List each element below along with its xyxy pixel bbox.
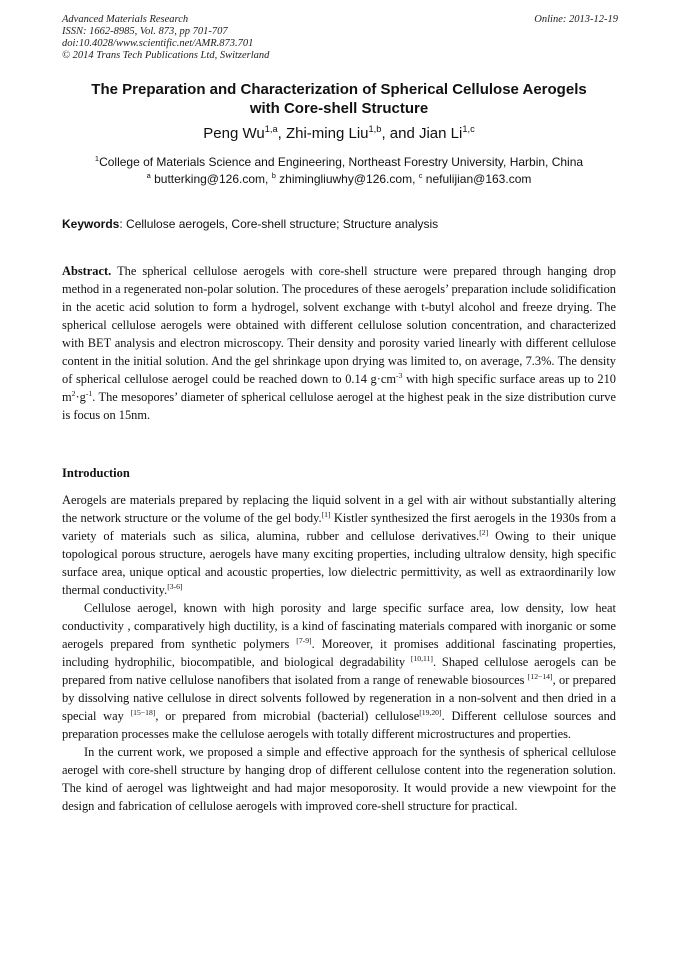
intro-p2-ref-5: [19,20] (419, 707, 442, 717)
author-1-sup: 1,a (264, 124, 278, 134)
affiliation-line (62, 154, 616, 171)
journal-name: Advanced Materials Research (62, 14, 189, 25)
author-list (62, 124, 616, 144)
introduction-heading: Introduction (62, 466, 130, 480)
abstract-text-2: with high specific surface areas up to 210 m (62, 372, 616, 404)
email-b: zhimingliuwhy@126.com, (275, 172, 419, 186)
abstract-sup-3: -1 (85, 388, 93, 398)
author-sep-1: , (277, 125, 286, 142)
keywords-line (62, 216, 616, 232)
email-a: butterking@126.com, (150, 172, 272, 186)
journal-header (62, 14, 618, 62)
doi-line: doi:10.4028/www.scientific.net/AMR.873.701 (62, 38, 254, 49)
abstract-text-1: The spherical cellulose aerogels with core-shell structure were prepared through hanging drop method in a regenerated non-polar solution. The procedures of these aerogels’ preparation include solidification in the acetic acid solution to form a hydrogel, solvent exchange with t-butyl alcohol and freeze drying. The spherical cellulose aerogels were obtained with different cellulose solution concentration, and characterized with BET analysis and electron microscopy. Their density and porosity varied linearly with different cellulose content in the initial solution. And the gel shrinkage upon drying was limited to, on average, 7.3%. The density of spherical cellulose aerogel could be reached down to 0.14 g·cm (62, 264, 616, 386)
abstract-text-3: ·g (75, 390, 86, 404)
abstract-paragraph (62, 262, 616, 424)
intro-p1-ref-1: [1] (321, 509, 331, 519)
online-date: Online: 2013-12-19 (534, 14, 618, 25)
intro-paragraph-1 (62, 491, 616, 599)
intro-p1-text-2: Kistler synthesized the first aerogels in the 1930s from a variety of materials such as silica, alumina, rubber and cellulose derivatives. (62, 511, 616, 543)
email-c-sup: c (418, 171, 423, 180)
affiliation-sup: 1 (94, 154, 100, 163)
abstract-text-4: . The mesopores’ diameter of spherical cellulose aerogel at the highest peak in the size distribution curve is focus on 15nm. (62, 390, 616, 422)
intro-p2-ref-3: [12−14] (527, 671, 553, 681)
author-3-sup: 1,c (462, 124, 475, 134)
intro-p2-text-6: . Different cellulose sources and preparation processes make the cellulose aerogels with totally different microstructures and properties. (62, 709, 616, 741)
intro-p2-ref-1: [7-9] (296, 635, 312, 645)
abstract-label: Abstract. (62, 264, 112, 278)
intro-p2-text-2: . Moreover, it promises additional fascinating properties, including hydrophilic, biocompatible, and biological degradability (62, 637, 616, 669)
intro-p2-ref-2: [10,11] (410, 653, 433, 663)
introduction-body (62, 491, 616, 815)
keywords-label: Keywords (62, 217, 120, 231)
intro-p1-ref-3: [3-6] (167, 581, 183, 591)
intro-p2-text-1: Cellulose aerogel, known with high porosity and large specific surface area, low density, low heat conductivity , comparatively high ductility, is a kind of fascinating materials compared with inorganic or some aerogels prepared from synthetic polymers (62, 601, 616, 651)
intro-p2-text-3: . Shaped cellulose aerogels can be prepared from native cellulose nanofibers that isolated from a range of renewable biosources (62, 655, 616, 687)
email-b-sup: b (271, 171, 276, 180)
keywords-text: : Cellulose aerogels, Core-shell structure; Structure analysis (119, 217, 439, 231)
intro-p1-text-1: Aerogels are materials prepared by replacing the liquid solvent in a gel with air without substantially altering the network structure or the volume of the gel body. (62, 493, 616, 525)
paper-title (62, 80, 616, 118)
intro-p2-text-4: , or prepared by dissolving native cellulose in direct solvents followed by regeneration in a non-solvent and then dried in a special way (62, 673, 616, 723)
author-3: Jian Li (418, 125, 463, 142)
intro-p1-text-3: Owing to their unique topological porous structure, aerogels have many exciting properties, including ultralow density, high specific surface area, unique optical and acoustic properties, low dielectric permittivity, as well as extraordinarily low thermal conductivity. (62, 529, 616, 597)
affiliation-text: College of Materials Science and Engineering, Northeast Forestry University, Harbin, China (99, 155, 584, 169)
email-c: nefulijian@163.com (422, 172, 532, 186)
abstract-sup-1: -3 (396, 370, 403, 380)
title-line-1: The Preparation and Characterization of Spherical Cellulose Aerogels (91, 81, 587, 98)
abstract-sup-2: 2 (71, 388, 76, 398)
copyright-line: © 2014 Trans Tech Publications Ltd, Switzerland (62, 50, 270, 61)
email-a-sup: a (146, 171, 151, 180)
intro-p2-text-5: , or prepared from microbial (bacterial) cellulose (155, 709, 420, 723)
author-2-sup: 1,b (368, 124, 382, 134)
author-sep-2: , and (381, 125, 419, 142)
author-2: Zhi-ming Liu (285, 125, 369, 142)
intro-p1-ref-2: [2] (479, 527, 489, 537)
intro-paragraph-2 (62, 599, 616, 743)
intro-paragraph-3: In the current work, we proposed a simple and effective approach for the synthesis of spherical cellulose aerogel with core-shell structure by hanging drop of different cellulose content into the regeneration solution. The kind of aerogel was lightweight and had major mesoporosity. It would provide a new viewpoint for the design and fabrication of cellulose aerogels with improved core-shell structure for practical. (62, 745, 616, 813)
author-1: Peng Wu (203, 125, 265, 142)
intro-p2-ref-4: [15−18] (130, 707, 156, 717)
title-line-2: with Core-shell Structure (249, 100, 429, 117)
issn-line: ISSN: 1662-8985, Vol. 873, pp 701-707 (62, 26, 228, 37)
affiliation-block (62, 154, 616, 188)
email-line (62, 171, 616, 188)
